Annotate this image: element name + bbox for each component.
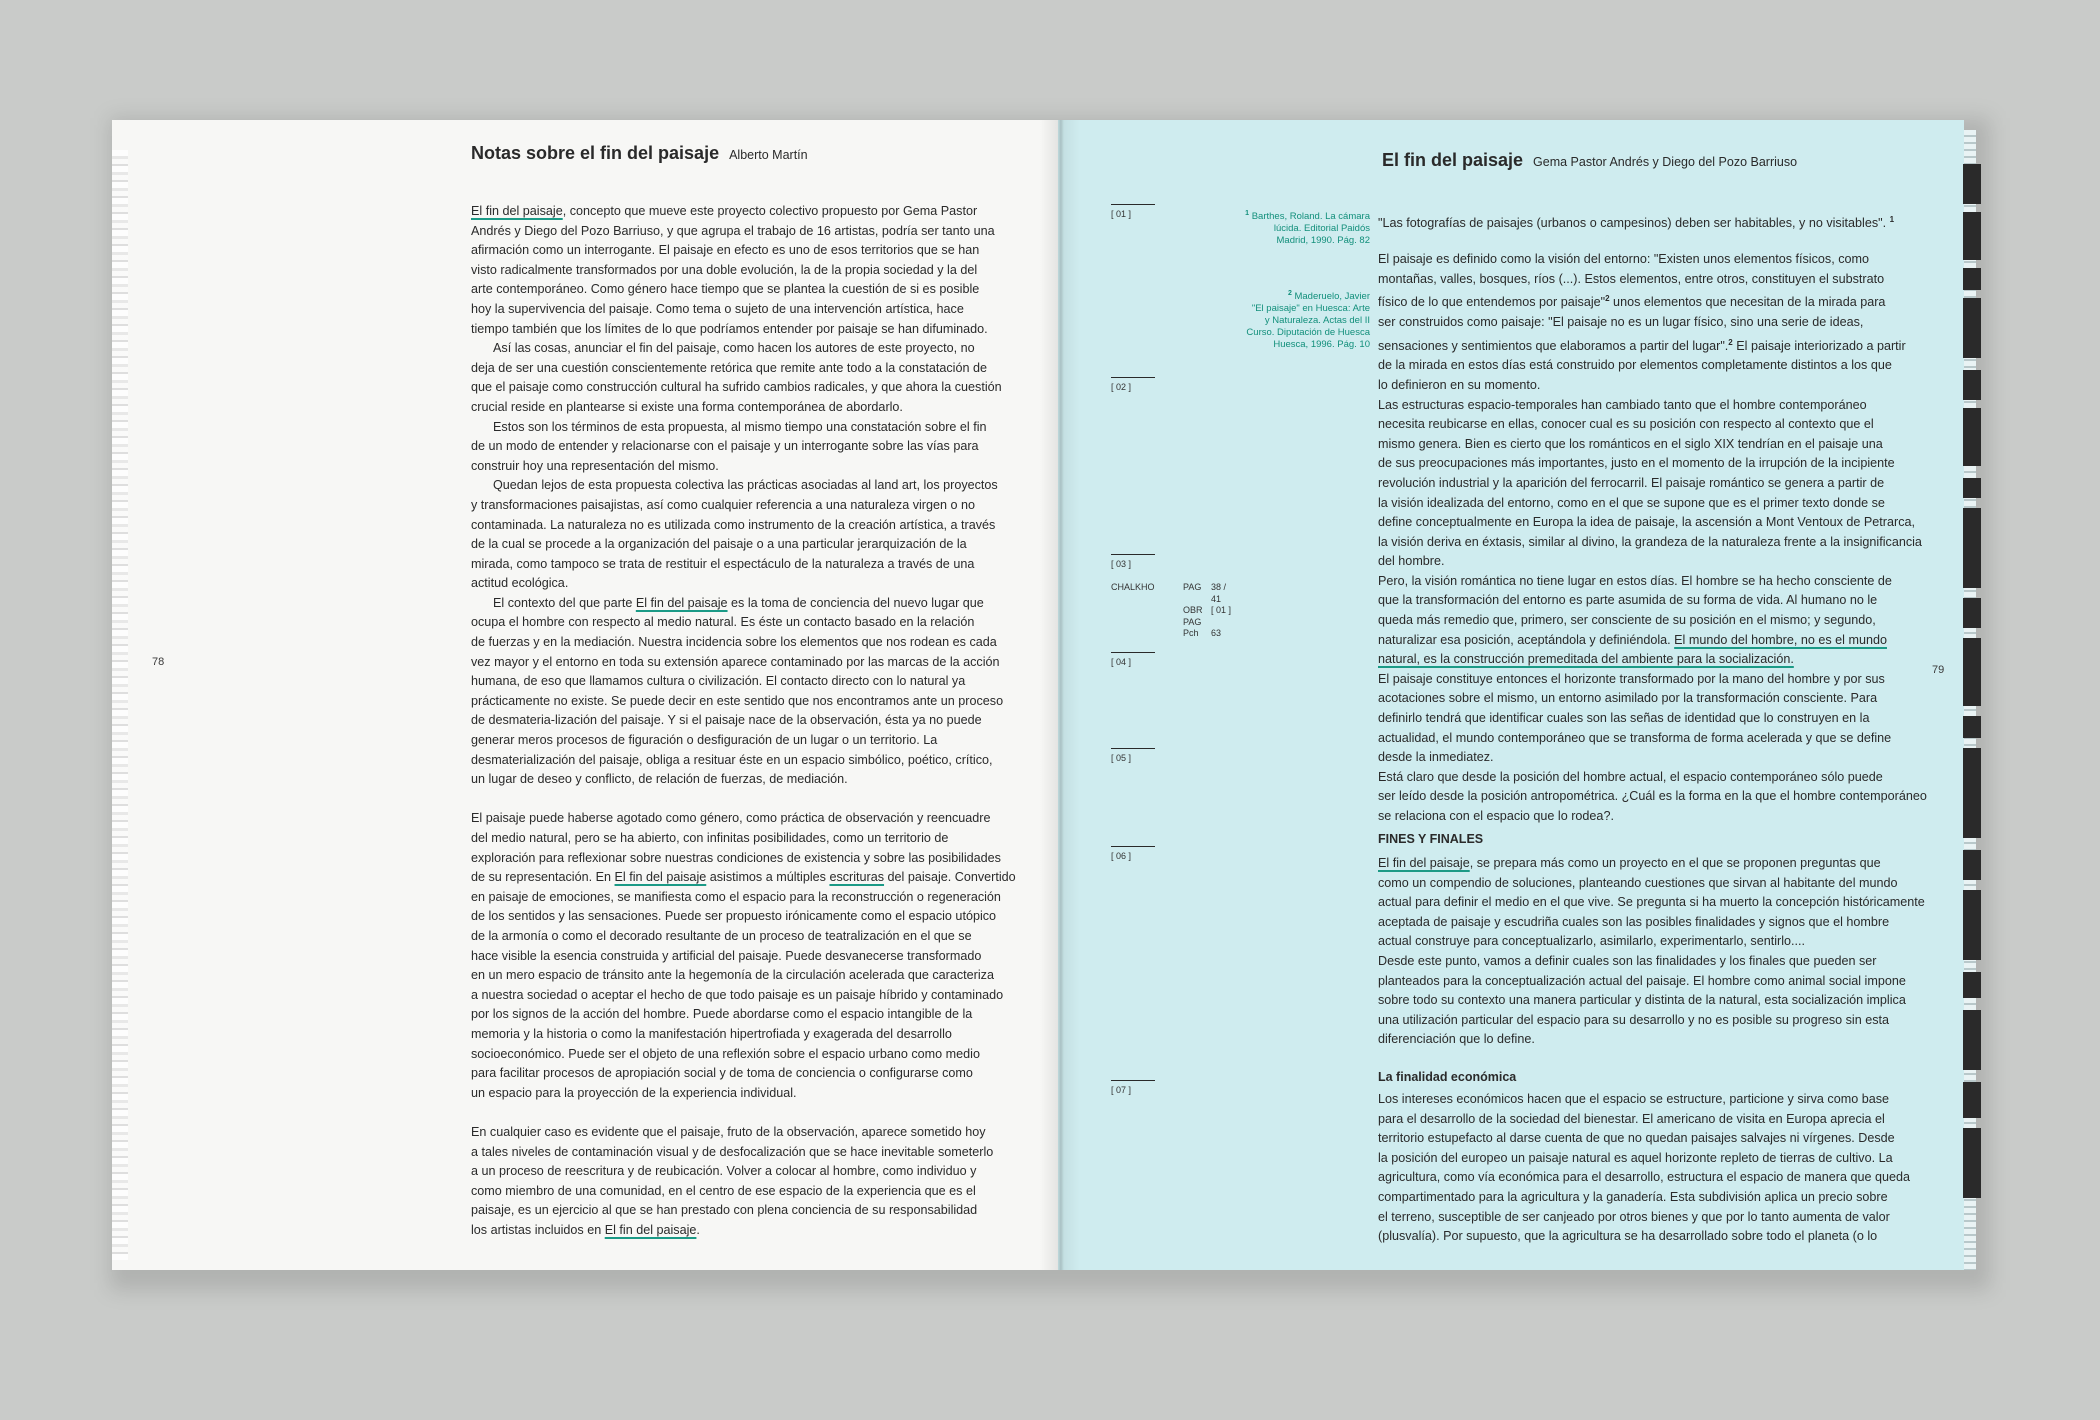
- text-span: mismo genera. Bien es cierto que los románticos en el siglo XIX tendrían en el paisaje una: [1378, 436, 1883, 451]
- text-span: como un compendio de soluciones, planteando cuestiones que sirvan al habitante del mundo: [1378, 875, 1898, 890]
- title-reference: El mundo del hombre, no es el mundo: [1674, 632, 1887, 647]
- text-span: actualidad, el mundo contemporáneo que se transforma de forma acelerada y que se define: [1378, 730, 1892, 745]
- text-line: [471, 633, 998, 653]
- text-span: montañas, valles, bosques, ríos (...). Estos elementos, entre otros, constituyen el substrato: [1378, 271, 1885, 286]
- text-line: [471, 947, 998, 967]
- text-line: [1378, 932, 1902, 952]
- text-span: tiempo también que los límites de lo que podríamos entender por paisaje se han difuminado.: [471, 321, 988, 336]
- thumb-index-tabs: [1963, 164, 1981, 1264]
- text-span: define conceptualmente en Europa la idea de paisaje, la ascensión a Mont Ventoux de Petrarca,: [1378, 515, 1915, 530]
- text-span: desde la inmediatez.: [1378, 750, 1494, 765]
- left-page-edge: [112, 150, 128, 1260]
- right-body-text-3: [1378, 1090, 1911, 1247]
- text-span: planteados para la conceptualización actual del paisaje. El hombre como animal social impone: [1378, 973, 1906, 988]
- text-span: Los intereses económicos hacen que el espacio se estructure, particione y sirva como base: [1378, 1092, 1890, 1106]
- text-span: actitud ecológica.: [471, 576, 569, 591]
- text-line: [1378, 1011, 1902, 1031]
- text-span: del paisaje. Convertido: [884, 870, 1016, 885]
- text-line: [1378, 591, 1902, 611]
- text-line: [1378, 689, 1902, 709]
- text-span: del hombre.: [1378, 554, 1445, 569]
- text-span: ser leído desde la posición antropométrica. ¿Cuál es la forma en la que el hombre contemporáneo: [1378, 789, 1927, 804]
- text-line: [471, 1162, 998, 1182]
- text-line: [471, 711, 998, 731]
- text-span: Así las cosas, anunciar el fin del paisaje, como hacen los autores de este proyecto, no: [493, 341, 975, 356]
- text-span: es la toma de conciencia del nuevo lugar que: [727, 595, 984, 610]
- text-span: humana, de eso que llamamos cultura o civilización. El contacto directo con lo natural ya: [471, 674, 966, 689]
- text-span: de la cual se procede a la organización del paisaje o a una particular jerarquización de la: [471, 537, 967, 552]
- ref-marker: [ 02 ]: [1111, 377, 1201, 392]
- text-line: [1378, 552, 1902, 572]
- text-span: de desmateria-lización del paisaje. Y si el paisaje nace de la observación, ésta ya no puede: [471, 713, 982, 728]
- text-line: [471, 868, 1016, 888]
- text-line: [1378, 1188, 1902, 1208]
- title-reference: escrituras: [829, 870, 885, 885]
- text-span: en un mero espacio de tránsito ante la hegemonía de la circulación acelerada que caracteriza: [471, 968, 994, 983]
- text-span: de la mirada en estos días está construido por elementos completamente distintos a los que: [1378, 358, 1892, 373]
- text-span: contaminada. La naturaleza no es utilizada como instrumento de la creación artística, a través: [471, 517, 996, 532]
- text-line: [471, 731, 998, 751]
- text-line: [471, 770, 998, 790]
- text-span: sobre todo su contexto una manera particular y distinta de la natural, esta socialización implica: [1378, 993, 1906, 1008]
- text-line: [471, 378, 1002, 398]
- left-page-author: Alberto Martín: [729, 148, 808, 162]
- index-values: 38 / 41 [ 01 ] 63: [1211, 582, 1232, 638]
- text-line: [471, 1201, 998, 1221]
- text-span: paisaje, es un ejercicio al que se han prestado con plena conciencia de su responsabilidad: [471, 1203, 978, 1218]
- text-line: [471, 1221, 998, 1241]
- text-span: Desde este punto, vamos a definir cuales son las finalidades y los finales que pueden ser: [1378, 953, 1877, 968]
- text-span: socioeconómico. Puede ser el objeto de una reflexión sobre el espacio urbano como medio: [471, 1046, 980, 1061]
- text-line: [471, 966, 998, 986]
- text-line: [1378, 396, 1902, 416]
- text-line: [471, 496, 998, 516]
- text-span: .: [696, 1222, 700, 1237]
- text-line: [471, 222, 998, 242]
- index-code: CHALKHO: [1111, 582, 1155, 592]
- text-line: [1378, 333, 1906, 357]
- text-span: en paisaje de emociones, se manifiesta como el espacio para la reconstrucción o regeneración: [471, 889, 1001, 904]
- text-line: [471, 535, 998, 555]
- text-line: [1378, 1090, 1902, 1110]
- text-line: [1378, 1149, 1902, 1169]
- section-heading-fines: FINES Y FINALES: [1378, 832, 1484, 846]
- text-span: una utilización particular del espacio para su desarrollo y no es posible su progreso sin esta: [1378, 1012, 1890, 1027]
- text-line: [1378, 513, 1915, 533]
- text-span: El paisaje es definido como la visión del entorno: "Existen unos elementos físicos, como: [1378, 252, 1869, 266]
- text-span: exploración para reflexionar sobre nuestras condiciones de existencia y sobre las posibilidades: [471, 850, 1001, 865]
- text-line: [471, 653, 998, 673]
- text-span: necesita reubicarse en ellas, conocer cual es su posición con respecto al contexto que el: [1378, 417, 1874, 432]
- text-line: [471, 751, 998, 771]
- text-span: territorio estupefacto al darse cuenta de que no quedan paisajes salvajes ni vírgenes. Desde: [1378, 1131, 1895, 1146]
- text-line: [471, 849, 1001, 869]
- text-span: por los signos de la acción del hombre. Puede abordarse como el espacio intangible de la: [471, 1007, 973, 1022]
- text-span: construir hoy una representación del mismo.: [471, 458, 719, 473]
- text-span: vez mayor y el entorno en toda su extensión aparece contaminado por las marcas de la acción: [471, 654, 1000, 669]
- text-line: [471, 692, 1004, 712]
- text-span: para facilitar procesos de apropiación social y de toma de conciencia o configurarse como: [471, 1066, 973, 1081]
- text-line: [1378, 729, 1902, 749]
- text-line: [1378, 709, 1902, 729]
- ref-marker: [ 05 ]: [1111, 748, 1201, 763]
- text-line: [471, 359, 998, 379]
- text-line: [471, 809, 998, 829]
- text-line: [471, 594, 998, 614]
- text-line: [471, 418, 998, 438]
- ref-marker: [ 01 ]: [1111, 204, 1201, 219]
- text-line: [471, 574, 998, 594]
- left-page-title: Notas sobre el fin del paisaje Alberto Martín: [471, 143, 808, 163]
- title-reference: El fin del paisaje: [604, 1222, 697, 1237]
- text-line: [471, 241, 998, 261]
- text-span: El contexto del que parte: [493, 595, 636, 610]
- text-span: arte contemporáneo. Como género hace tiempo que se plantea la cuestión de si es posible: [471, 282, 980, 297]
- text-span: de los sentidos y las sensaciones. Puede ser propuesto irónicamente como el espacio utópico: [471, 909, 997, 924]
- text-line: [1378, 768, 1902, 788]
- text-span: para el desarrollo de la sociedad del bienestar. El americano de visita en Europa aprecia el: [1378, 1111, 1885, 1126]
- text-line: [1378, 289, 1902, 313]
- text-span: a un proceso de reescritura y de reubicación. Volver a colocar al hombre, como individuo y: [471, 1164, 977, 1179]
- text-line: [1378, 1129, 1902, 1149]
- text-span: compartimentado para la agricultura y la ganadería. Esta subdivisión aplica un precio sobre: [1378, 1189, 1888, 1204]
- text-line: [471, 437, 998, 457]
- text-line: [471, 1084, 998, 1104]
- text-line: [471, 1123, 998, 1143]
- footnote-2: $^2$ Maderuelo, Javier "El paisaje" en Huesca: Arte y Naturaleza. Actas del II Curso. Diputación de Huesca Huesca, 1996. Pág. 10: [1246, 290, 1370, 351]
- text-line: [1378, 474, 1902, 494]
- text-span: desmaterialización del paisaje, obliga a resituar éste en un espacio simbólico, poético, crítico,: [471, 752, 993, 767]
- text-span: El paisaje puede haberse agotado como género, como práctica de observación y reencuadre: [471, 811, 991, 826]
- text-span: definirlo tendrá que identificar cuales son las señas de identidad que lo construyen en la: [1378, 711, 1870, 726]
- text-span: (plusvalía). Por supuesto, que la agricultura se ha desarrollado sobre todo el planeta (o lo: [1378, 1229, 1878, 1244]
- text-line: [1378, 415, 1902, 435]
- page-number-left: 78: [152, 656, 165, 668]
- text-span: aceptada de paisaje y escudriña cuales son las posibles finalidades y signos que el hombre: [1378, 914, 1890, 929]
- text-line: [1378, 972, 1906, 992]
- text-line: [471, 1025, 998, 1045]
- text-line: [1378, 1110, 1902, 1130]
- text-span: la posición del europeo un paisaje natural es aquel horizonte repleto de tierras de cultivo. La: [1378, 1150, 1893, 1165]
- text-span: y transformaciones paisajistas, así como cualquier referencia a una naturaleza virgen o no: [471, 497, 976, 512]
- text-line: [1378, 435, 1902, 455]
- title-reference: El fin del paisaje: [635, 595, 728, 610]
- text-line: [471, 829, 998, 849]
- text-span: Pero, la visión romántica no tiene lugar en estos días. El hombre se ha hecho consciente de: [1378, 573, 1892, 588]
- text-span: revolución industrial y la aparición del ferrocarril. El paisaje romántico se genera a partir de: [1378, 475, 1885, 490]
- text-line: [471, 888, 1001, 908]
- text-line: [1378, 952, 1902, 972]
- text-line: [471, 927, 998, 947]
- right-body-text-1: [1378, 250, 1927, 827]
- right-body-text-2: [1378, 854, 1925, 1050]
- text-span: asistimos a múltiples: [706, 870, 830, 885]
- text-line: [1378, 650, 1902, 670]
- text-line: [471, 261, 998, 281]
- title-reference: El fin del paisaje: [614, 870, 707, 885]
- text-span: hace visible la esencia construida y artificial del paisaje. Puede desvanecerse transformado: [471, 948, 982, 963]
- text-line: [1378, 631, 1902, 651]
- text-span: de su representación. En: [471, 870, 615, 885]
- text-line: [1378, 991, 1906, 1011]
- text-line: [471, 1182, 998, 1202]
- text-span: a tales niveles de contaminación visual y de desfocalización que se hace inevitable someterlo: [471, 1144, 994, 1159]
- opening-quote: "Las fotografías de paisajes (urbanos o campesinos) deben ser habitables, y no visitables". $^1$: [1378, 215, 1895, 231]
- ref-marker: [ 03 ]: [1111, 554, 1201, 569]
- text-line: [471, 613, 998, 633]
- right-page-title: El fin del paisaje Gema Pastor Andrés y Diego del Pozo Barriuso: [1382, 150, 1798, 170]
- text-line: [1378, 874, 1902, 894]
- text-span: crucial reside en plantearse si existe una forma contemporánea de abordarlo.: [471, 399, 903, 414]
- text-span: prácticamente no existe. Se puede decir en este sentido que nos encontramos ante un proceso: [471, 693, 1004, 708]
- text-span: Quedan lejos de esta propuesta colectiva las prácticas asociadas al land art, los proyectos: [493, 478, 998, 493]
- text-span: El paisaje constituye entonces el horizonte transformado por la mano del hombre y por sus: [1378, 671, 1885, 686]
- text-span: lo definieron en su momento.: [1378, 377, 1541, 392]
- text-line: [1378, 913, 1902, 933]
- text-line: [471, 1005, 998, 1025]
- text-span: En cualquier caso es evidente que el paisaje, fruto de la observación, aparece sometido hoy: [471, 1124, 986, 1139]
- text-span: el terreno, susceptible de ser canjeado por otros bienes y que por lo tanto aumenta de valor: [1378, 1209, 1890, 1224]
- left-body-text: [471, 202, 1016, 1240]
- text-line: [471, 398, 998, 418]
- title-reference: El fin del paisaje: [1378, 856, 1470, 870]
- text-line: [1378, 748, 1902, 768]
- text-span: la visión idealizada del entorno, como en el que se supone que es el primer texto donde se: [1378, 495, 1885, 510]
- text-span: queda más remedio que, primero, ser consciente de su posición en el mismo; y segundo,: [1378, 613, 1876, 628]
- page-number-right: 79: [1932, 664, 1945, 676]
- text-line: [1378, 270, 1902, 290]
- text-span: físico de lo que entendemos por paisaje": [1378, 295, 1606, 310]
- ref-marker: [ 07 ]: [1111, 1080, 1201, 1095]
- text-span: generar meros procesos de figuración o desfiguración de un lugar o un territorio. La: [471, 733, 938, 748]
- text-span: un lugar de deseo y conflicto, de relación de fuerzas, de mediación.: [471, 772, 848, 787]
- text-span: un espacio para la proyección de la experiencia individual.: [471, 1085, 797, 1100]
- text-span: se relaciona con el espacio que lo rodea?.: [1378, 809, 1614, 823]
- text-span: como miembro de una comunidad, en el centro de ese espacio de la experiencia que es el: [471, 1183, 976, 1198]
- text-line: [1378, 356, 1902, 376]
- ref-marker: [ 06 ]: [1111, 846, 1201, 861]
- text-span: afirmación como un interrogante. El paisaje en efecto es uno de esos territorios que se han: [471, 243, 980, 258]
- text-line: [1378, 670, 1902, 690]
- text-span: sensaciones y sentimientos que elaboramos a partir del lugar".: [1378, 338, 1729, 353]
- text-span: Andrés y Diego del Pozo Barriuso, y que agrupa el trabajo de 16 artistas, podría ser tanto una: [471, 223, 995, 238]
- text-span: unos elementos que necesitan de la mirada para: [1609, 295, 1886, 310]
- book-gutter: [1040, 120, 1080, 1270]
- text-span: de un modo de entender y relacionarse con el paisaje y un interrogante sobre las vías para: [471, 439, 979, 454]
- text-line: [1378, 572, 1902, 592]
- text-span: hoy la supervivencia del paisaje. Como tema o sujeto de una intervención artística, hace: [471, 301, 964, 316]
- ref-marker: [ 04 ]: [1111, 652, 1201, 667]
- text-span: , concepto que mueve este proyecto colectivo propuesto por Gema Pastor: [562, 204, 978, 218]
- text-line: [1378, 376, 1902, 396]
- text-span: naturalizar esa posición, aceptándola y definiéndola.: [1378, 632, 1675, 647]
- text-line: [1378, 787, 1927, 807]
- text-line: [471, 1064, 998, 1084]
- text-line: [471, 986, 1004, 1006]
- title-reference: natural, es la construcción premeditada del ambiente para la socialización.: [1378, 652, 1794, 667]
- section-heading-economica: La finalidad económica: [1378, 1070, 1517, 1084]
- text-span: a nuestra sociedad o aceptar el hecho de que todo paisaje es un paisaje híbrido y contaminado: [471, 987, 1004, 1002]
- text-span: , se prepara más como un proyecto en el que se proponen preguntas que: [1469, 856, 1881, 870]
- text-span: del medio natural, pero se ha abierto, con infinitas posibilidades, como un territorio de: [471, 831, 949, 845]
- text-line: [471, 457, 998, 477]
- text-line: [1378, 1227, 1902, 1247]
- text-span: que la transformación del entorno es parte asumida de su forma de vida. Al humano no le: [1378, 593, 1878, 608]
- text-span: diferenciación que lo define.: [1378, 1032, 1535, 1047]
- text-span: los artistas incluidos en: [471, 1222, 605, 1237]
- text-span: Estos son los términos de esta propuesta, al mismo tiempo una constatación sobre el fin: [493, 419, 987, 434]
- text-span: Las estructuras espacio-temporales han cambiado tanto que el hombre contemporáneo: [1378, 397, 1867, 412]
- text-span: mirada, como tampoco se trata de restituir el espectáculo de la naturaleza a través de una: [471, 556, 975, 571]
- text-line: [1378, 1030, 1902, 1050]
- text-line: [1378, 494, 1902, 514]
- text-span: El paisaje interiorizado a partir: [1732, 338, 1906, 353]
- text-line: [1378, 854, 1902, 874]
- text-line: [471, 280, 998, 300]
- text-span: visto radicalmente transformados por una doble evolución, la de la propia sociedad y la del: [471, 262, 978, 277]
- text-span: de fuerzas y en la mediación. Nuestra incidencia sobre los elementos que nos rodean es cada: [471, 635, 997, 650]
- text-span: actual construye para conceptualizarlo, asimilarlo, experimentarlo, sentirlo....: [1378, 934, 1805, 949]
- title-reference: El fin del paisaje: [471, 204, 563, 218]
- text-line: [1378, 250, 1902, 270]
- text-line: [471, 516, 998, 536]
- right-page-author: Gema Pastor Andrés y Diego del Pozo Barriuso: [1533, 155, 1798, 169]
- text-line: [1378, 1208, 1902, 1228]
- text-line: [471, 300, 998, 320]
- text-span: la visión deriva en éxtasis, similar al divino, la grandeza de la naturaleza frente a la insignificancia: [1378, 534, 1922, 549]
- index-labels: PAG OBR PAG Pch: [1183, 582, 1203, 638]
- text-span: ser construidos como paisaje: "El paisaje no es un lugar físico, sino una serie de ideas,: [1378, 314, 1864, 329]
- text-line: [471, 555, 998, 575]
- text-line: [1378, 807, 1902, 827]
- text-line: [1378, 313, 1902, 333]
- footnote-ref: 2: [1728, 337, 1733, 347]
- text-span: de sus preocupaciones más importantes, justo en el momento de la irrupción de la incipiente: [1378, 456, 1895, 471]
- text-span: acotaciones sobre el mismo, un entorno asimilado por la transformación consciente. Para: [1378, 691, 1878, 706]
- text-line: [471, 1143, 998, 1163]
- text-line: [471, 1103, 998, 1123]
- text-line: [471, 202, 998, 222]
- text-line: [471, 339, 998, 359]
- text-line: [471, 1045, 998, 1065]
- text-span: memoria y la historia o como la manifestación hipertrofiada y exagerada del desarrollo: [471, 1026, 952, 1041]
- text-line: [471, 790, 998, 810]
- text-span: ocupa el hombre con respecto al medio natural. Es éste un contacto basado en la relación: [471, 615, 975, 630]
- text-line: [471, 672, 998, 692]
- text-line: [1378, 1168, 1911, 1188]
- footnote-ref: 2: [1605, 294, 1610, 304]
- text-span: agricultura, como vía económica para el desarrollo, estructura el espacio de manera que queda: [1378, 1170, 1911, 1185]
- footnote-1: $^1$ Barthes, Roland. La cámara lúcida. Editorial Paidós Madrid, 1990. Pág. 82: [1245, 210, 1370, 247]
- text-span: que el paisaje como construcción cultural ha sufrido cambios radicales, y que ahora la cuestión: [471, 380, 1002, 395]
- text-span: Está claro que desde la posición del hombre actual, el espacio contemporáneo sólo puede: [1378, 769, 1883, 784]
- text-span: actual para definir el medio en el que vive. Se pregunta si ha muerto la concepción históricamente: [1378, 895, 1925, 910]
- text-span: deja de ser una cuestión conscientemente retórica que remite ante todo a la constatación de: [471, 360, 987, 375]
- text-line: [1378, 533, 1922, 553]
- text-line: [471, 320, 998, 340]
- text-line: [1378, 611, 1902, 631]
- text-line: [471, 907, 998, 927]
- text-span: de la armonía o como el decorado resultante de un proceso de teatralización en el que se: [471, 928, 972, 943]
- text-line: [1378, 893, 1925, 913]
- text-line: [471, 476, 998, 496]
- text-line: [1378, 454, 1902, 474]
